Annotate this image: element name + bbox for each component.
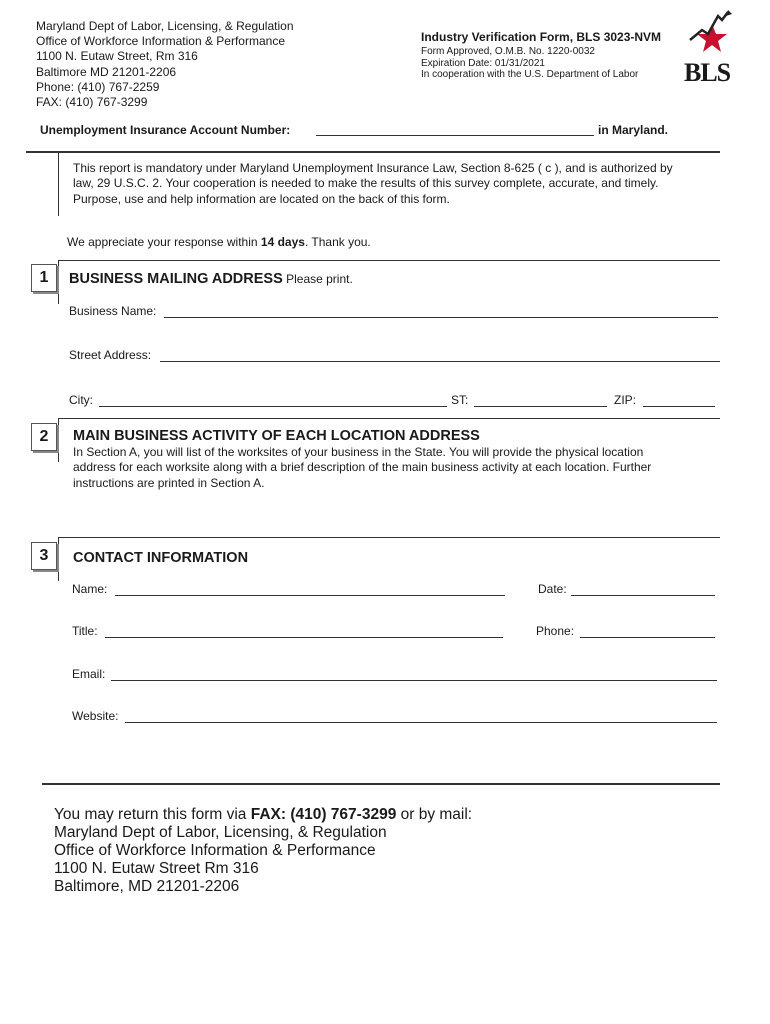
section2-title: MAIN BUSINESS ACTIVITY OF EACH LOCATION ADDRESS: [73, 428, 480, 444]
return-fax: FAX: (410) 767-3299: [250, 806, 397, 823]
return-line-3: Office of Workforce Information & Performance: [54, 842, 376, 859]
appreciate-post: . Thank you.: [304, 235, 371, 249]
ui-account-number-field[interactable]: [316, 135, 594, 136]
section1-divider-tick: [58, 260, 59, 304]
bottom-divider: [42, 783, 720, 785]
date-field[interactable]: [571, 595, 715, 596]
form-approved: Form Approved, O.M.B. No. 1220-0032: [421, 46, 595, 57]
phone-field[interactable]: [580, 637, 715, 638]
return-line-2: Maryland Dept of Labor, Licensing, & Regulation: [54, 824, 387, 841]
section1-number-box: 1: [31, 264, 57, 292]
appreciate-pre: We appreciate your response within: [67, 235, 261, 249]
intro-line-3: Purpose, use and help information are located on the back of this form.: [73, 191, 450, 206]
website-label: Website:: [72, 709, 119, 723]
section2-line-1: In Section A, you will list of the worksites of your business in the State. You will provide the physical location: [73, 445, 644, 459]
business-name-field[interactable]: [164, 317, 718, 318]
section1-title: BUSINESS MAILING ADDRESS: [69, 271, 283, 287]
state-label: ST:: [451, 393, 469, 407]
return-line-4: 1100 N. Eutaw Street Rm 316: [54, 860, 259, 877]
return-instructions: [54, 806, 472, 896]
agency-office: Office of Workforce Information & Performance: [36, 34, 285, 49]
section1-note: Please print.: [282, 272, 353, 286]
agency-street: 1100 N. Eutaw Street, Rm 316: [36, 49, 198, 64]
ui-account-suffix: in Maryland.: [598, 123, 669, 137]
section3-title: CONTACT INFORMATION: [73, 550, 249, 566]
appreciate-text: [67, 235, 371, 250]
return-line-1: [54, 806, 472, 824]
intro-paragraph: [73, 161, 673, 207]
state-field[interactable]: [474, 406, 607, 407]
agency-city: Baltimore MD 21201-2206: [36, 64, 177, 79]
return-line-5: Baltimore, MD 21201-2206: [54, 878, 240, 895]
bls-logo: [682, 10, 742, 86]
agency-phone: Phone: (410) 767-2259: [36, 79, 160, 94]
contact-name-label: Name:: [72, 582, 108, 596]
street-address-label: Street Address:: [69, 348, 152, 362]
header-divider-left-tick: [58, 152, 59, 216]
intro-line-2: law, 29 U.S.C. 2. Your cooperation is needed to make the results of this survey complete, accurate, and timely.: [73, 176, 659, 191]
email-label: Email:: [72, 667, 106, 681]
section1-divider: [58, 260, 720, 261]
section2-divider: [58, 418, 720, 419]
contact-title-field[interactable]: [105, 637, 503, 638]
website-field[interactable]: [125, 722, 717, 723]
email-field[interactable]: [111, 680, 717, 681]
return-post: or by mail:: [396, 806, 473, 823]
bls-star-logo-icon: [688, 10, 738, 62]
section2-line-2: address for each worksite along with a brief description of the main business activity at each location. Further: [73, 460, 652, 475]
section2-divider-tick: [58, 418, 59, 462]
contact-title-label: Title:: [72, 624, 98, 638]
section2-description: [73, 445, 651, 491]
city-field[interactable]: [99, 406, 447, 407]
section2-line-3: instructions are printed in Section A.: [73, 475, 265, 490]
appreciate-days: 14 days: [260, 235, 305, 249]
ui-account-label: Unemployment Insurance Account Number:: [40, 123, 291, 137]
phone-label: Phone:: [536, 624, 575, 638]
street-address-field[interactable]: [160, 361, 720, 362]
section3-divider: [58, 537, 720, 538]
city-label: City:: [69, 393, 93, 407]
form-expiration: Expiration Date: 01/31/2021: [421, 57, 545, 69]
business-name-label: Business Name:: [69, 304, 157, 318]
form-cooperation: In cooperation with the U.S. Department of Labor: [421, 69, 639, 80]
form-title: Industry Verification Form, BLS 3023-NVM: [421, 30, 662, 44]
section3-number-box: 3: [31, 542, 57, 570]
form-title-block: [421, 30, 661, 81]
section2-number-box: 2: [31, 423, 57, 451]
agency-name: Maryland Dept of Labor, Licensing, & Regulation: [36, 19, 294, 33]
zip-field[interactable]: [643, 406, 715, 407]
return-pre: You may return this form via: [54, 806, 251, 823]
date-label: Date:: [538, 582, 567, 596]
section3-divider-tick: [58, 537, 59, 581]
zip-label: ZIP:: [614, 393, 637, 407]
agency-fax: FAX: (410) 767-3299: [36, 95, 148, 110]
bls-logo-text: BLS: [684, 58, 731, 87]
agency-address-block: [36, 19, 294, 110]
header-divider: [26, 151, 720, 153]
section1-heading: [69, 270, 353, 288]
intro-line-1: This report is mandatory under Maryland Unemployment Insurance Law, Section 8-625 ( c ), and is authorized by: [73, 161, 673, 175]
contact-name-field[interactable]: [115, 595, 505, 596]
